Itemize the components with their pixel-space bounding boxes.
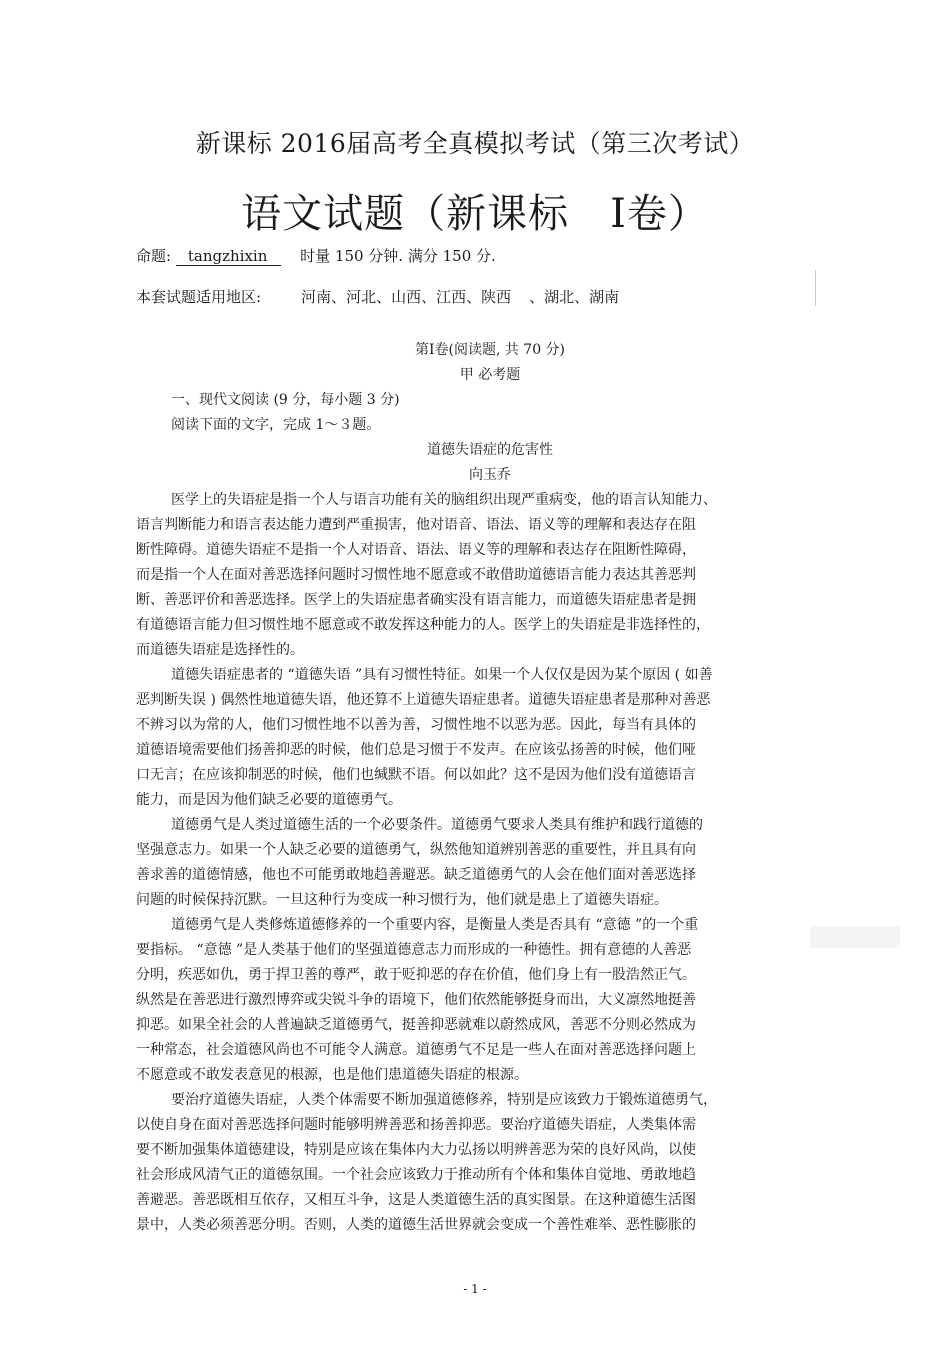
article-line: 要不断加强集体道德建设，特别是应该在集体内大力弘扬以明辨善恶为荣的良好风尚，以使 — [136, 1142, 696, 1158]
volume-heading: 第Ⅰ卷(阅读题, 共 70 分) — [414, 342, 566, 358]
article-line: 道德失语症患者的 “道德失语 ”具有习惯性特征。如果一个人仅仅是因为某个原因 ( 如善 — [171, 667, 713, 683]
article-line: 恶判断失误 ) 偶然性地道德失语，他还算不上道德失语症患者。道德失语症患者是那种对善恶 — [136, 692, 711, 708]
author-label: 命题: — [136, 247, 172, 265]
article-line: 道德语境需要他们扬善抑恶的时候，他们总是习惯于不发声。在应该弘扬善的时候，他们哑 — [136, 742, 696, 758]
page-number: - 1 - — [463, 1282, 487, 1296]
article-line: 社会形成风清气正的道德氛围。一个社会应该致力于推动所有个体和集体自觉地、勇敢地趋 — [136, 1167, 696, 1183]
article-line: 断性障碍。道德失语症不是指一个人对语音、语法、语义等的理解和表达存在阻断性障碍， — [136, 542, 696, 558]
part-heading: 甲 必考题 — [459, 367, 521, 383]
article-line: 善避恶。善恶既相互依存，又相互斗争，这是人类道德生活的真实图景。在这种道德生活图 — [136, 1192, 696, 1208]
exam-meta — [136, 245, 496, 266]
region-list-b: 、湖北、湖南 — [529, 288, 620, 306]
article-line: 断、善恶评价和善恶选择。医学上的失语症患者确实没有语言能力，而道德失语症患者是拥 — [136, 592, 696, 608]
article-line: 能力，而是因为他们缺乏必要的道德勇气。 — [136, 792, 402, 808]
article-line: 坚强意志力。如果一个人缺乏必要的道德勇气，纵然他知道辨别善恶的重要性，并且具有向 — [136, 842, 696, 858]
question-heading: 一、现代文阅读 (9 分，每小题 3 分) — [171, 392, 400, 408]
instruction: 阅读下面的文字，完成 1～３题。 — [171, 417, 381, 433]
author-name: tangzhixin — [176, 247, 282, 266]
faint-watermark — [810, 926, 900, 948]
article-line: 分明，疾恶如仇，勇于捍卫善的尊严，敢于贬抑恶的存在价值，他们身上有一股浩然正气。 — [136, 967, 696, 983]
article-line: 道德勇气是人类过道德生活的一个必要条件。道德勇气要求人类具有维护和践行道德的 — [171, 817, 703, 833]
exam-title: 语文试题（新课标 Ⅰ卷） — [241, 191, 709, 237]
article-line: 口无言；在应该抑制恶的时候，他们也缄默不语。何以如此？这不是因为他们没有道德语言 — [136, 767, 696, 783]
article-line: 纵然是在善恶进行激烈博弈或尖锐斗争的语境下，他们依然能够挺身而出，大义凛然地挺善 — [136, 992, 696, 1008]
region-line — [136, 286, 619, 307]
article-line: 有道德语言能力但习惯性地不愿意或不敢发挥这种能力的人。医学上的失语症是非选择性的， — [136, 617, 710, 633]
exam-supertitle: 新课标 2016届高考全真模拟考试（第三次考试） — [195, 129, 755, 158]
article-line: 景中，人类必须善恶分明。否则，人类的道德生活世界就会变成一个善性难举、恶性膨胀的 — [136, 1217, 696, 1233]
article-line: 一种常态，社会道德风尚也不可能令人满意。道德勇气不足是一些人在面对善恶选择问题上 — [136, 1042, 696, 1058]
article-title: 道德失语症的危害性 — [427, 442, 553, 458]
article-line: 善求善的道德情感，他也不可能勇敢地趋善避恶。缺乏道德勇气的人会在他们面对善恶选择 — [136, 867, 696, 883]
time-score: 时量 150 分钟. 满分 150 分. — [300, 247, 496, 265]
region-label: 本套试题适用地区: — [136, 288, 262, 306]
article-line: 而是指一个人在面对善恶选择问题时习惯性地不愿意或不敢借助道德语言能力表达其善恶判 — [136, 567, 696, 583]
article-line: 道德勇气是人类修炼道德修养的一个重要内容，是衡量人类是否具有 “意德 ”的一个重 — [171, 917, 699, 933]
article-line: 而道德失语症是选择性的。 — [136, 642, 304, 658]
article-line: 问题的时候保持沉默。一旦这种行为变成一种习惯行为，他们就是患上了道德失语症。 — [136, 892, 668, 908]
article-line: 以使自身在面对善恶选择问题时能够明辨善恶和扬善抑恶。要治疗道德失语症，人类集体需 — [136, 1117, 696, 1133]
article-author: 向玉乔 — [469, 467, 511, 483]
article-line: 要治疗道德失语症，人类个体需要不断加强道德修养，特别是应该致力于锻炼道德勇气， — [171, 1092, 717, 1108]
article-line: 语言判断能力和语言表达能力遭到严重损害，他对语音、语法、语义等的理解和表达存在阻 — [136, 517, 696, 533]
region-list-a: 河南、河北、山西、江西、陕西 — [301, 288, 512, 306]
article-line: 抑恶。如果全社会的人普遍缺乏道德勇气，挺善抑恶就难以蔚然成风，善恶不分则必然成为 — [136, 1017, 696, 1033]
article-line: 医学上的失语症是指一个人与语言功能有关的脑组织出现严重病变，他的语言认知能力、 — [171, 492, 717, 508]
divider — [815, 270, 816, 306]
article-line: 不辨习以为常的人，他们习惯性地不以善为善，习惯性地不以恶为恶。因此，每当有具体的 — [136, 717, 696, 733]
article-line: 要指标。 “意德 ”是人类基于他们的坚强道德意志力而形成的一种德性。拥有意德的人善恶 — [136, 942, 692, 958]
article-line: 不愿意或不敢发表意见的根源，也是他们患道德失语症的根源。 — [136, 1067, 528, 1083]
